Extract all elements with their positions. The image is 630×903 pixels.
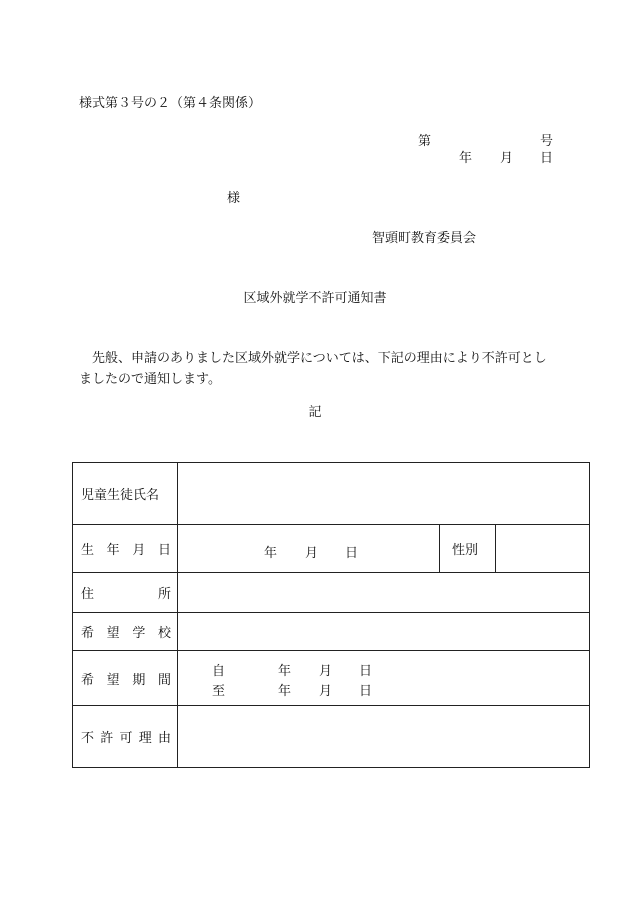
birthdate-label-char: 月 (132, 543, 146, 558)
issuer-name: 智頭町教育委員会 (372, 231, 477, 246)
document-title: 区域外就学不許可通知書 (243, 291, 387, 306)
period-label-char: 間 (157, 672, 171, 688)
period-label-char: 望 (106, 672, 120, 688)
period-label-char: 期 (132, 672, 146, 688)
issue-date-day: 日 (540, 151, 554, 166)
birthdate-label (73, 525, 178, 573)
period-label-char: 希 (81, 672, 95, 688)
document-number-suffix: 号 (540, 134, 554, 149)
ki-marker: 記 (308, 405, 322, 420)
address-label (73, 573, 178, 613)
school-value[interactable] (178, 613, 590, 651)
school-label-char: 望 (106, 626, 120, 641)
birth-day-unit: 日 (345, 546, 359, 561)
gender-value[interactable] (496, 525, 590, 573)
period-label (73, 651, 178, 706)
period-from-year-unit: 年 (278, 664, 292, 679)
reason-label-char: 可 (119, 731, 133, 746)
reason-value[interactable] (178, 706, 590, 768)
address-value[interactable] (178, 573, 590, 613)
period-from-month-unit: 月 (319, 664, 333, 679)
birth-month-unit: 月 (305, 546, 319, 561)
period-value[interactable] (178, 651, 590, 706)
row-period (73, 651, 590, 706)
student-name-label: 児童生徒氏名 (73, 463, 178, 525)
student-name-value[interactable] (178, 463, 590, 525)
school-label-char: 希 (81, 626, 95, 641)
school-label-char: 学 (132, 626, 146, 641)
period-to-label: 至 (212, 684, 226, 699)
document-number-prefix: 第 (418, 134, 432, 149)
birthdate-value[interactable] (178, 525, 440, 573)
row-reason (73, 706, 590, 768)
period-to-day-unit: 日 (359, 684, 373, 699)
period-to-year-unit: 年 (278, 684, 292, 699)
row-school (73, 613, 590, 651)
school-label-char: 校 (157, 626, 171, 641)
period-from-label: 自 (212, 664, 226, 679)
form-number: 様式第３号の２（第４条関係） (79, 96, 262, 111)
address-label-char: 所 (157, 587, 171, 602)
birthdate-label-char: 日 (157, 543, 171, 558)
address-label-char: 住 (81, 587, 95, 602)
reason-label (73, 706, 178, 768)
notice-body: 先般、申請のありました区域外就学については、下記の理由により不許可としましたので通知します。 (79, 351, 547, 387)
row-student-name (73, 463, 590, 525)
addressee-honorific: 様 (227, 191, 241, 206)
reason-label-char: 由 (157, 731, 171, 746)
period-from-day-unit: 日 (359, 664, 373, 679)
issue-date-month: 月 (500, 151, 514, 166)
gender-label: 性別 (440, 525, 496, 573)
reason-label-char: 許 (100, 731, 114, 746)
birthdate-label-char: 生 (81, 543, 95, 558)
issue-date-year: 年 (459, 151, 473, 166)
reason-label-char: 理 (138, 731, 152, 746)
birth-year-unit: 年 (264, 546, 278, 561)
detail-table (72, 462, 590, 768)
reason-label-char: 不 (81, 731, 95, 746)
birthdate-label-char: 年 (106, 543, 120, 558)
school-label (73, 613, 178, 651)
row-birthdate (73, 525, 590, 573)
row-address (73, 573, 590, 613)
period-to-month-unit: 月 (319, 684, 333, 699)
